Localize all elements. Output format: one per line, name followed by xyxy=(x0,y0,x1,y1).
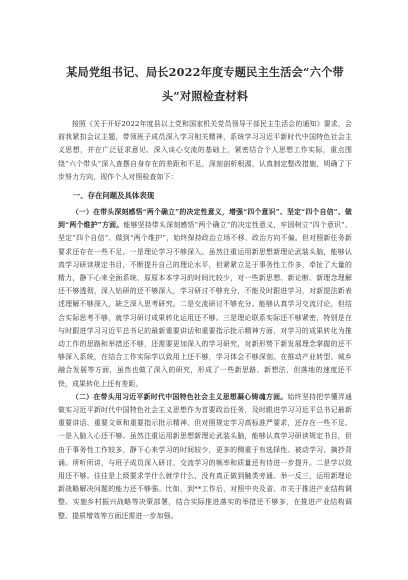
subsection-1-heading: （一）在带头深刻感悟“两个确立”的决定性意义，增强“四个意识”、坚定“四个自信”、做到“两个维护”方面。 xyxy=(58,208,352,230)
subsection-2-body: 始终坚持把学懂弄通做实习近平新时代中国特色社会主义思想作为首要政治任务，及时跟进学习习近平总书记最新重要讲话、重要文章和重要指示批示精神。但对照规定学习高标准严要求，还存在一些不足。一是入脑入心还不够。虽然注重运用新思想新理论武装头脑，能够认真学习研读规定书目，但由于事务性工作较多，静下心来学习的时间较少，更多的侧重于有选择性、被动学习、摘抄背诵。所听所讲，与班子成员深入研讨、交流学习的频率和质量还有待进一步提升。二是学以致用还不够。往往是上级要求学什么就学什么，没有真正做到触类旁通、举一反三，运用新理论新战略解决问题的能力还不够强。比如，到**工作后，对照中央及省、市关于推进产业结构调整、实施乡村振兴战略等决策部署，结合实际推进落实的举措还不够多，在推进产业结构调整、提质增效等方面还需进一步加强。 xyxy=(58,392,352,520)
subsection-1-body: 能够坚持带头深刻感悟“两个确立”的决定性意义，牢固树立“四个意识”、坚定“四个自信”、做到“两个维护”，始终保持政治立场不移、政治方向不偏。但对照新任务新要求还存在一些不足。一是理论学习不够深入。虽然注重运用新思想新理论武装头脑，能够认真学习研读规定书目，不断提升自己的理论水平，但紧紧立足于事务性工作多，牵扯了大量的精力，静下心来全面系统、原原本本学习的时间比较少，对一些新思想、新论断、新理念理解还不够透彻，深入钻研的还不够深入，学习研讨不够充分，不能及时跟进学习，对新提法新表述理解不够深入，缺乏深入思考研究。二是交流研讨不够充分。能够认真学习交流讨论，但结合实际思考不够，就学习研讨成果转化运用还不够。三是理论联系实际还不够紧密，特别是在与时跟进学习习近平总书记的最新重要讲话和重要指示批示精神方面，对学习的成果转化为推动工作的思路和举措还不够，还需要更加深入的学习研究，对新形势下新发展理念掌握的还不够深入系统，在结合工作实际学以致用上还不够，学习体会不够深刻。在推动产业转型、城乡融合发展等方面，虽然也做了深入的研究，形成了一些新思路、新想法，但落地的速度还不快，成果转化上还有差距。 xyxy=(58,221,352,388)
intro-paragraph: 按照《关于开好2022年度县以上党和国家机关党员领导干部民主生活会的通知》要求，会前我紧扣会议主题，带领班子成员深入学习相关精神，系统学习习近平新时代中国特色社会主义思想，并在广泛征求意见、深入谈心交流的基础上，紧密结合个人思想工作实际，重点围绕“六个带头”深入查摆自身存在的差距和不足，深刻剖析根源，认真制定整改措施，明确了下步努力方向，现作个人对照检查如下： xyxy=(58,120,352,181)
document-title-line2: 头”对照检查材料 xyxy=(161,89,249,103)
document-title xyxy=(58,60,352,108)
subsection-2-paragraph xyxy=(58,391,352,523)
section-heading: 一、存在问题及具体表现 xyxy=(72,191,155,201)
subsection-1-paragraph xyxy=(58,206,352,391)
title-spacer xyxy=(58,108,352,118)
subsection-2-heading: （二）在带头用习近平新时代中国特色社会主义思想凝心铸魂方面。 xyxy=(71,392,288,401)
document-title-line1: 某局党组书记、局长2022年度专题民主生活会“六个带 xyxy=(66,65,344,79)
